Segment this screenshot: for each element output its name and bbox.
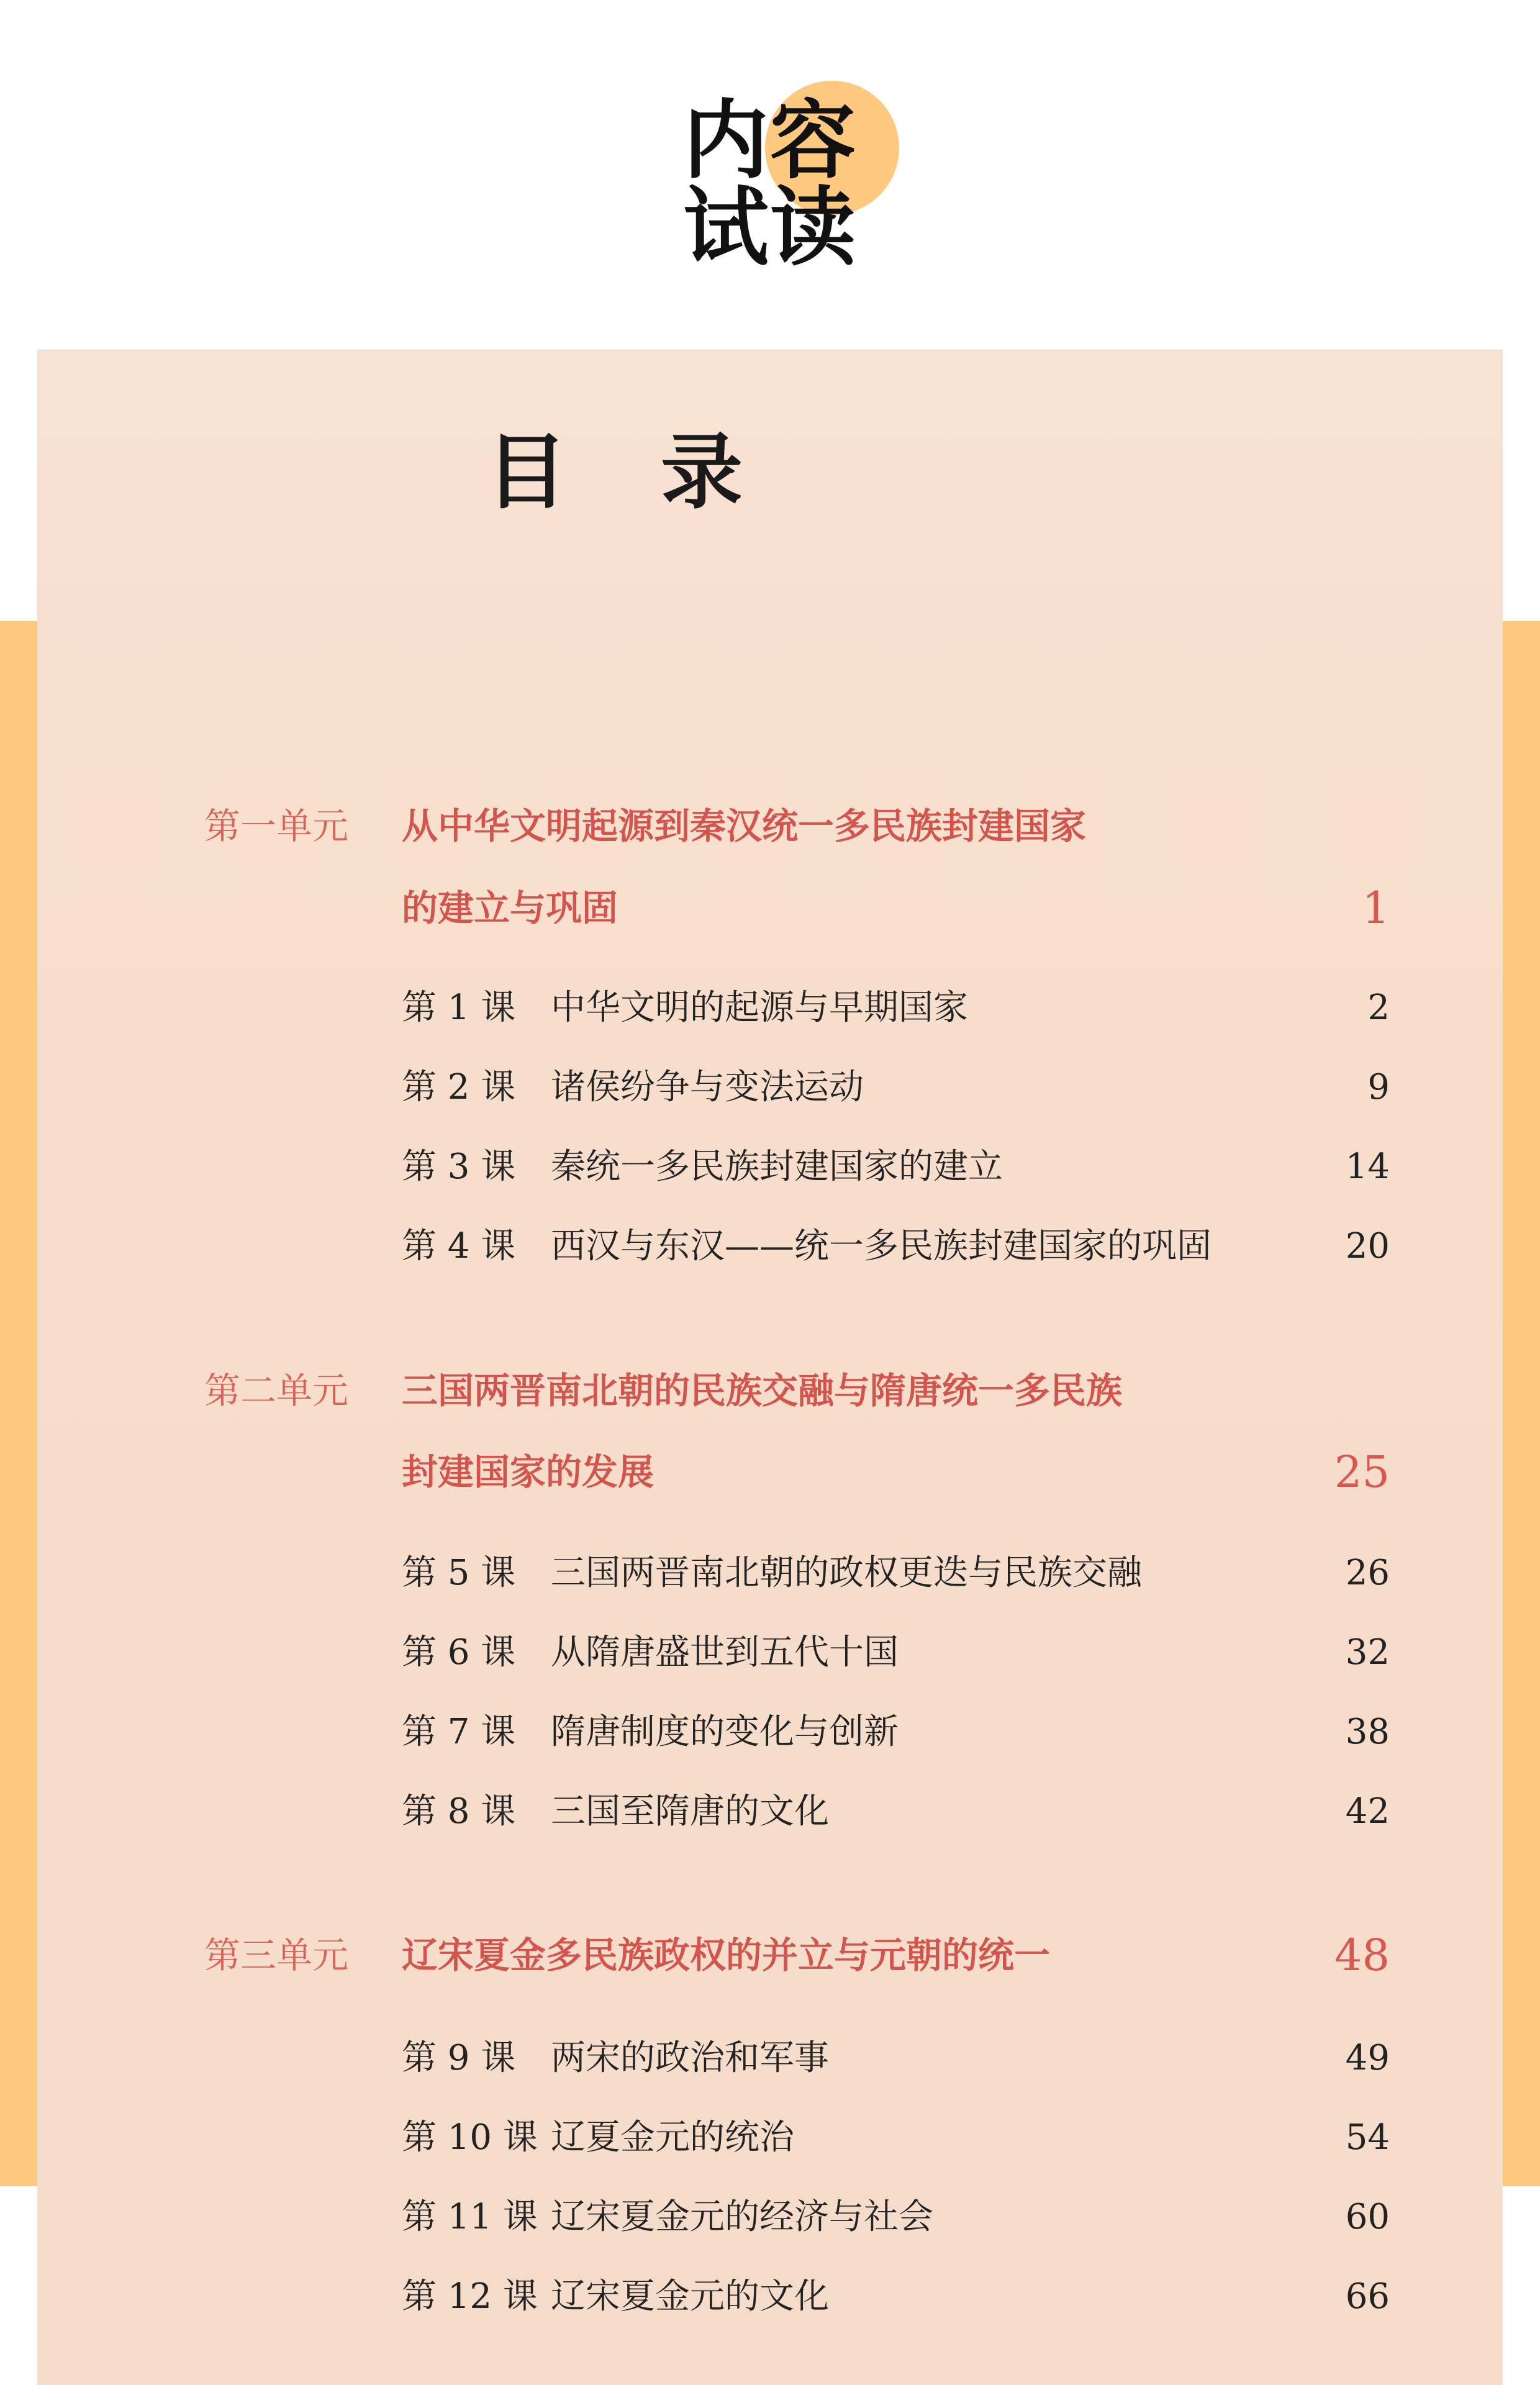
unit-title: 的建立与巩固 bbox=[402, 887, 618, 929]
unit-row bbox=[38, 1930, 1502, 1980]
unit-label: 第一单元 bbox=[204, 805, 349, 847]
lesson-number: 第 3 课 bbox=[402, 1147, 516, 1187]
lesson-row bbox=[38, 1142, 1502, 1192]
book-page bbox=[38, 351, 1502, 2385]
lesson-row bbox=[38, 1063, 1502, 1112]
unit-label: 第三单元 bbox=[204, 1934, 349, 1976]
lesson-number: 第 6 课 bbox=[402, 1632, 516, 1673]
unit-page-number: 1 bbox=[1362, 883, 1390, 934]
lesson-page-number: 42 bbox=[1345, 1791, 1390, 1832]
unit-row bbox=[38, 1366, 1502, 1415]
unit-title: 封建国家的发展 bbox=[402, 1451, 654, 1493]
lesson-number: 第 2 课 bbox=[402, 1067, 516, 1107]
unit-label: 第二单元 bbox=[204, 1370, 349, 1412]
lesson-page-number: 20 bbox=[1345, 1226, 1390, 1266]
toc-title: 目录 bbox=[486, 424, 836, 520]
lesson-number: 第 10 课 bbox=[402, 2117, 538, 2158]
lesson-row bbox=[38, 1222, 1502, 1271]
left-accent-bar bbox=[0, 621, 38, 2186]
lesson-title: 隋唐制度的变化与创新 bbox=[551, 1712, 899, 1752]
right-accent-bar bbox=[1502, 621, 1540, 2186]
lesson-number: 第 7 课 bbox=[402, 1712, 516, 1752]
lesson-page-number: 38 bbox=[1345, 1712, 1390, 1752]
unit-row bbox=[38, 883, 1502, 933]
lesson-row bbox=[38, 1707, 1502, 1757]
lesson-title: 诸侯纷争与变法运动 bbox=[551, 1067, 864, 1107]
unit-row bbox=[38, 1447, 1502, 1497]
lesson-row bbox=[38, 2272, 1502, 2322]
lesson-page-number: 32 bbox=[1345, 1632, 1390, 1673]
lesson-page-number: 9 bbox=[1367, 1067, 1390, 1107]
lesson-row bbox=[38, 983, 1502, 1033]
lesson-title: 从隋唐盛世到五代十国 bbox=[551, 1632, 899, 1673]
lesson-title: 辽宋夏金元的文化 bbox=[551, 2276, 829, 2317]
lesson-page-number: 14 bbox=[1345, 1147, 1390, 1187]
unit-row bbox=[38, 801, 1502, 851]
lesson-title: 西汉与东汉——统一多民族封建国家的巩固 bbox=[551, 1226, 1212, 1266]
lesson-page-number: 26 bbox=[1345, 1553, 1390, 1593]
header-line-2: 试读 bbox=[683, 178, 858, 278]
lesson-row bbox=[38, 1787, 1502, 1837]
lesson-row bbox=[38, 2113, 1502, 2163]
lesson-row bbox=[38, 2033, 1502, 2083]
unit-page-number: 25 bbox=[1334, 1447, 1390, 1497]
unit-title: 从中华文明起源到秦汉统一多民族封建国家 bbox=[402, 805, 1087, 847]
lesson-number: 第 5 课 bbox=[402, 1553, 516, 1593]
header bbox=[683, 81, 944, 286]
lesson-title: 辽夏金元的统治 bbox=[551, 2117, 794, 2158]
lesson-number: 第 8 课 bbox=[402, 1791, 516, 1832]
lesson-title: 辽宋夏金元的经济与社会 bbox=[551, 2197, 933, 2237]
lesson-number: 第 11 课 bbox=[402, 2197, 538, 2237]
lesson-page-number: 60 bbox=[1345, 2197, 1390, 2237]
lesson-title: 秦统一多民族封建国家的建立 bbox=[551, 1147, 1003, 1187]
lesson-number: 第 9 课 bbox=[402, 2038, 516, 2078]
lesson-number: 第 4 课 bbox=[402, 1226, 516, 1266]
lesson-title: 两宋的政治和军事 bbox=[551, 2038, 829, 2078]
lesson-row bbox=[38, 2192, 1502, 2242]
lesson-number: 第 1 课 bbox=[402, 988, 516, 1028]
lesson-page-number: 49 bbox=[1345, 2038, 1390, 2078]
unit-page-number: 48 bbox=[1334, 1930, 1390, 1981]
lesson-title: 中华文明的起源与早期国家 bbox=[551, 988, 968, 1028]
lesson-title: 三国两晋南北朝的政权更迭与民族交融 bbox=[551, 1553, 1142, 1593]
lesson-page-number: 66 bbox=[1345, 2276, 1390, 2317]
lesson-page-number: 54 bbox=[1345, 2117, 1390, 2158]
unit-title: 三国两晋南北朝的民族交融与隋唐统一多民族 bbox=[402, 1370, 1123, 1412]
lesson-row bbox=[38, 1628, 1502, 1678]
lesson-title: 三国至隋唐的文化 bbox=[551, 1791, 829, 1832]
lesson-row bbox=[38, 1548, 1502, 1598]
lesson-number: 第 12 课 bbox=[402, 2276, 538, 2317]
unit-title: 辽宋夏金多民族政权的并立与元朝的统一 bbox=[402, 1934, 1051, 1976]
lesson-page-number: 2 bbox=[1367, 988, 1390, 1028]
header-line-1: 内容 bbox=[683, 91, 858, 191]
